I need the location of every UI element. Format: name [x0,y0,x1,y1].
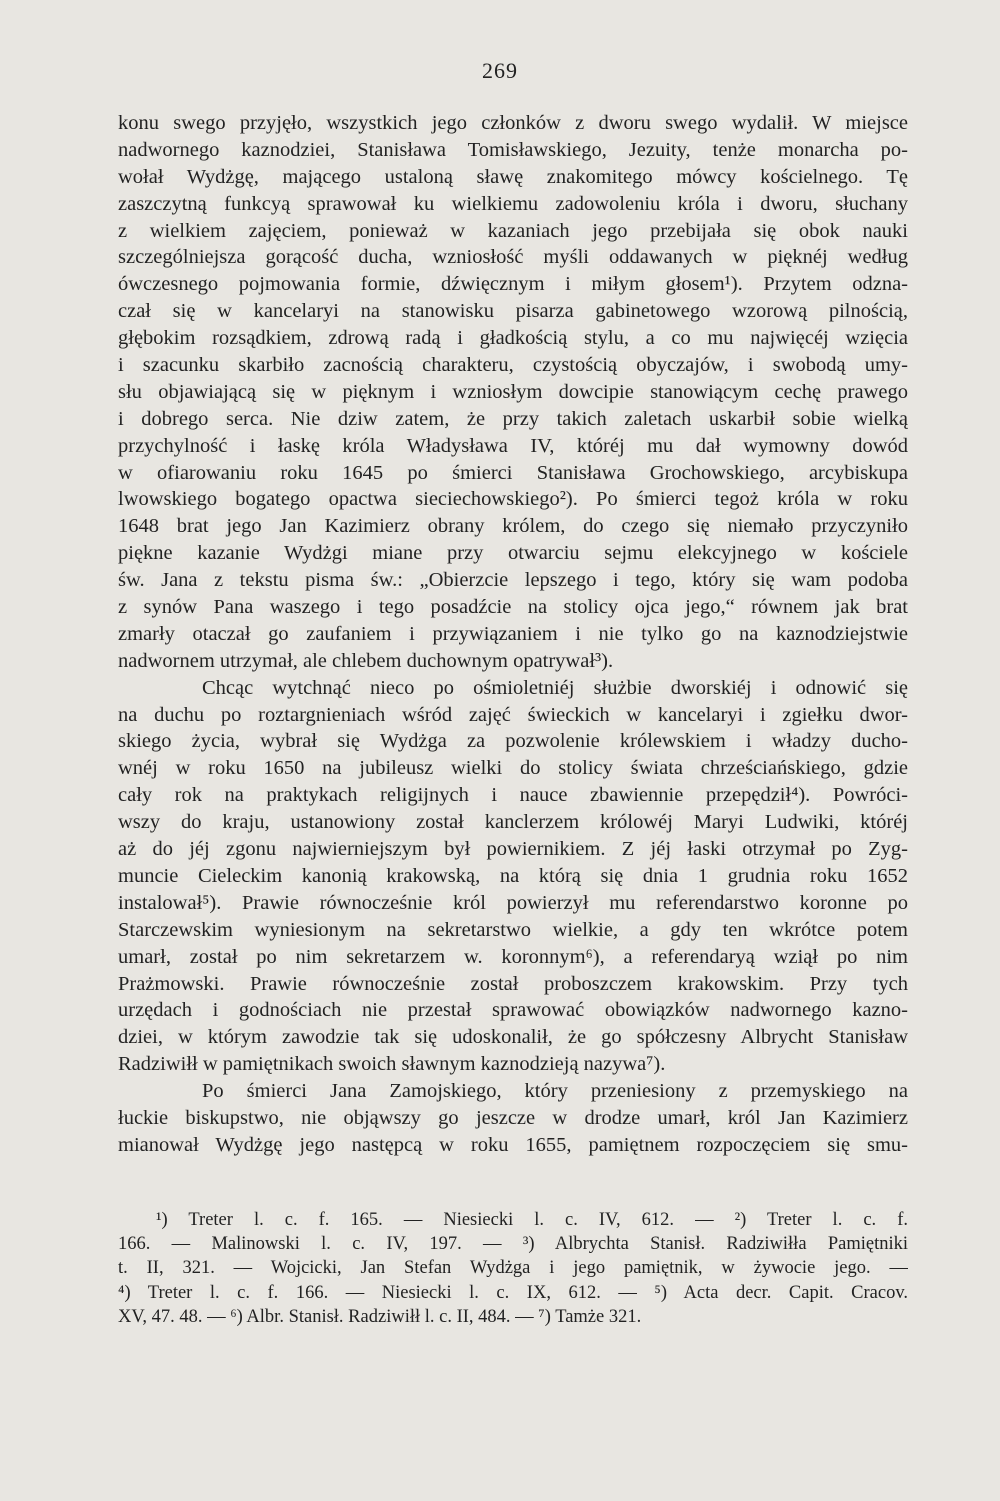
text-line: szczególniejsza gorącość ducha, wzniosłość myśli oddawanych w pięknéj według [118,246,908,269]
text-line: skiego życia, wybrał się Wydżga za pozwolenie królewskiem i władzy ducho- [118,730,908,753]
text-line: i szacunku skarbiło zacnością charakteru, czystością obyczajów, i swobodą umy- [118,354,908,377]
text-line: z wielkiem zajęciem, ponieważ w kazaniach jego przebijała się obok nauki [118,219,908,242]
footnote-line: t. II, 321. — Wojcicki, Jan Stefan Wydżga i jego pamiętnik, w żywocie jego. — [118,1258,908,1279]
page-number: 269 [482,58,518,83]
text-line: Radziwiłł w pamiętnikach swoich sławnym kaznodzieją nazywa⁷). [118,1053,666,1076]
text-line: muncie Cieleckim kanonią krakowską, na którą się dnia 1 grudnia roku 1652 [118,864,908,887]
text-line: ówczesnego pojmowania formie, dźwięcznym i miłym głosem¹). Przytem odzna- [118,273,908,296]
text-line: wnéj w roku 1650 na jubileusz wielki do stolicy świata chrześciańskiego, gdzie [118,757,908,780]
text-line: Prażmowski. Prawie równocześnie został proboszczem krakowskim. Przy tych [118,972,908,995]
footnote-line: XV, 47. 48. — ⁶) Albr. Stanisł. Radziwiłł l. c. II, 484. — ⁷) Tamże 321. [118,1306,642,1327]
body-text [118,110,908,1159]
text-line: w ofiarowaniu roku 1645 po śmierci Stanisława Grochowskiego, arcybiskupa [118,461,908,484]
text-line: przychylność i łaskę króla Władysława IV, któréj mu dał wymowny dowód [118,434,908,457]
text-line: wszy do kraju, ustanowiony został kanclerzem królowéj Maryi Ludwiki, któréj [118,811,908,834]
footnote-line: ⁴) Treter l. c. f. 166. — Niesiecki l. c. IX, 612. — ⁵) Acta decr. Capit. Cracov. [118,1282,908,1303]
text-line: dziei, w którym zawodzie tak się udoskonalił, że go spółczesny Albrycht Stanisław [118,1026,908,1049]
text-line: nadwornem utrzymał, ale chlebem duchownym opatrywał³). [118,649,614,672]
text-line: czał się w kancelaryi na stanowisku pisarza gabinetowego wzorową pilnością, [118,300,908,323]
text-line: 1648 brat jego Jan Kazimierz obrany królem, do czego się niemało przyczyniło [118,515,908,538]
footnotes [118,1208,908,1329]
text-line: na duchu po roztargnieniach wśród zajęć świeckich w kancelaryi i zgiełku dwor- [118,703,908,726]
text-line: aż do jéj zgonu najwierniejszym był powiernikiem. Z jéj łaski otrzymał po Zyg- [118,838,908,861]
text-line: zaszczytną funkcyą sprawował ku wielkiemu zadowoleniu króla i dworu, słuchany [118,192,908,215]
text-line: instalował⁵). Prawie równocześnie król powierzył mu referendarstwo koronne po [118,891,908,914]
footnote-line: ¹) Treter l. c. f. 165. — Niesiecki l. c. IV, 612. — ²) Treter l. c. f. [156,1210,908,1230]
text-line: słu objawiającą się w pięknym i wzniosłym dowcipie stanowiącym cechę prawego [118,380,908,403]
text-line: nadwornego kaznodziei, Stanisława Tomisławskiego, Jezuity, tenże monarcha po- [118,138,908,161]
text-line: z synów Pana waszego i tego posadźcie na stolicy ojca jego,“ równem jak brat [118,596,908,619]
text-line: łuckie biskupstwo, nie objąwszy go jeszcze w drodze umarł, król Jan Kazimierz [118,1106,908,1129]
text-line: konu swego przyjęło, wszystkich jego członków z dworu swego wydalił. W miejsce [118,112,908,134]
text-line: zmarły otaczał go zaufaniem i przywiązaniem i nie tylko go na kaznodziejstwie [118,622,908,645]
footnote-line: 166. — Malinowski l. c. IV, 197. — ³) Albrychta Stanisł. Radziwiłła Pamiętniki [118,1234,908,1255]
text-line: wołał Wydżgę, mającego ustaloną sławę znakomitego mówcy kościelnego. Tę [118,165,908,188]
text-line: urzędach i godnościach nie przestał sprawować obowiązków nadwornego kazno- [118,999,908,1022]
text-line: głębokim rozsądkiem, zdrową radą i gładkością stylu, a co mu najwięcéj wzięcia [118,327,908,350]
paragraph-start-line: Po śmierci Jana Zamojskiego, który przeniesiony z przemyskiego na [202,1080,908,1103]
text-line: mianował Wydżgę jego następcą w roku 1655, pamiętnem rozpoczęciem się smu- [118,1133,908,1156]
text-line: św. Jana z tekstu pisma św.: „Obierzcie lepszego i tego, który się wam podoba [118,569,908,592]
paragraph-start-line: Chcąc wytchnąć nieco po ośmioletniéj służbie dworskiéj i odnowić się [202,676,908,699]
text-line: Starczewskim wyniesionym na sekretarstwo wielkie, a gdy ten wkrótce potem [118,918,908,941]
text-line: lwowskiego bogatego opactwa sieciechowskiego²). Po śmierci tegoż króla w roku [118,488,908,511]
text-line: i dobrego serca. Nie dziw zatem, że przy takich zaletach uskarbił sobie wielką [118,407,908,430]
text-line: umarł, został po nim sekretarzem w. koronnym⁶), a referendaryą wziął po nim [118,945,908,968]
text-line: piękne kazanie Wydżgi miane przy otwarciu sejmu elekcyjnego w kościele [118,542,908,565]
text-line: cały rok na praktykach religijnych i nauce zbawiennie przepędził⁴). Powróci- [118,784,908,807]
